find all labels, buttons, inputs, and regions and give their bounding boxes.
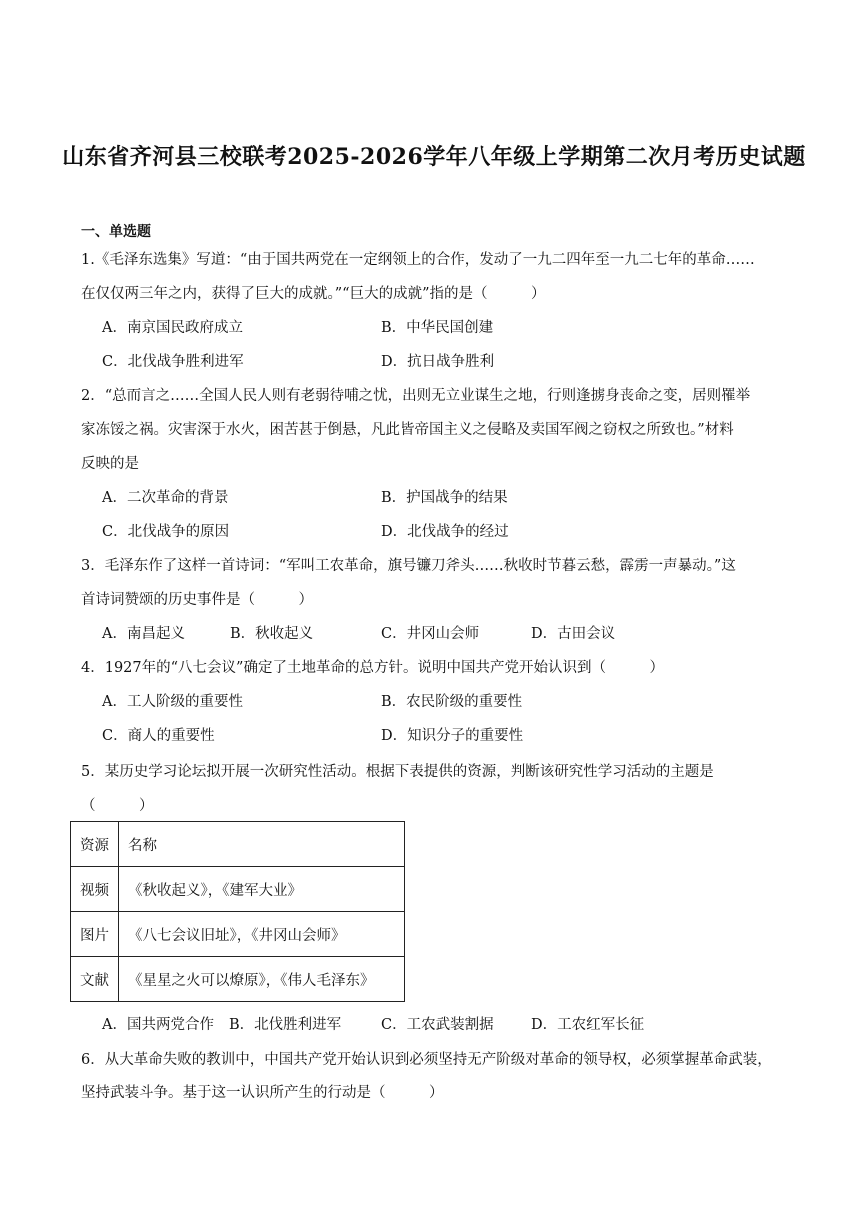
question-4-option-d: D．知识分子的重要性	[381, 728, 524, 744]
question-5-option-a: A．国共两党合作	[102, 1017, 214, 1033]
question-5-stem-line-2: （ ）	[81, 798, 154, 814]
table-row	[71, 912, 405, 957]
question-2-option-b: B．护国战争的结果	[381, 490, 508, 506]
question-2-option-a: A．二次革命的背景	[102, 490, 229, 506]
table-cell: 图片	[71, 912, 119, 957]
question-4-option-a: A．工人阶级的重要性	[102, 694, 243, 710]
question-3-option-c: C．井冈山会师	[381, 626, 480, 642]
table-cell: 文献	[71, 957, 119, 1002]
table-header-cell: 名称	[119, 822, 405, 867]
page-title: 山东省齐河县三校联考2025-2026学年八年级上学期第二次月考历史试题	[62, 144, 806, 170]
question-1-option-d: D．抗日战争胜利	[381, 354, 495, 370]
question-1-stem-line-2: 在仅仅两三年之内，获得了巨大的成就。”“巨大的成就”指的是（ ）	[81, 286, 546, 302]
question-5-option-d: D．工农红军长征	[531, 1017, 645, 1033]
question-4-option-b: B．农民阶级的重要性	[381, 694, 523, 710]
question-3-option-b: B．秋收起义	[230, 626, 314, 642]
question-2-stem-line-1: 2．“总而言之……全国人民人则有老弱待哺之忧，出则无立业谋生之地，行则逢掳身丧命之变，居则罹举	[81, 388, 751, 404]
table-row	[71, 867, 405, 912]
question-4-option-c: C．商人的重要性	[102, 728, 215, 744]
section-heading: 一、单选题	[81, 224, 151, 240]
table-cell: 《星星之火可以燎原》，《伟人毛泽东》	[119, 957, 405, 1002]
question-1-option-a: A．南京国民政府成立	[102, 320, 243, 336]
question-4-stem-line-1: 4．1927年的“八七会议”确定了土地革命的总方针。说明中国共产党开始认识到（ ）	[81, 660, 664, 676]
table-row	[71, 957, 405, 1002]
question-3-stem-line-2: 首诗词赞颂的历史事件是（ ）	[81, 592, 313, 608]
question-3-stem-line-1: 3．毛泽东作了这样一首诗词：“军叫工农革命，旗号镰刀斧头……秋收时节暮云愁，霹雳一声暴动。”这	[81, 558, 736, 574]
question-3-option-a: A．南昌起义	[102, 626, 185, 642]
question-1-option-c: C．北伐战争胜利进军	[102, 354, 244, 370]
resource-table	[70, 821, 405, 1002]
table-cell: 《秋收起义》，《建军大业》	[119, 867, 405, 912]
question-2-stem-line-3: 反映的是	[81, 456, 139, 472]
question-2-option-d: D．北伐战争的经过	[381, 524, 509, 540]
question-6-stem-line-2: 坚持武装斗争。基于这一认识所产生的行动是（ ）	[81, 1085, 444, 1101]
table-cell: 视频	[71, 867, 119, 912]
question-5-option-c: C．工农武装割据	[381, 1017, 494, 1033]
question-2-option-c: C．北伐战争的原因	[102, 524, 230, 540]
question-1-stem-line-1: 1.《毛泽东选集》写道：“由于国共两党在一定纲领上的合作，发动了一九二四年至一九二七年的革命……	[81, 252, 755, 268]
question-2-stem-line-2: 家冻馁之祸。灾害深于水火，困苦甚于倒悬，凡此皆帝国主义之侵略及卖国军阀之窃权之所致也。”材料	[81, 422, 734, 438]
question-3-option-d: D．古田会议	[531, 626, 616, 642]
question-6-stem-line-1: 6．从大革命失败的教训中，中国共产党开始认识到必须坚持无产阶级对革命的领导权，必须掌握革命武装，	[81, 1052, 772, 1068]
table-header-row	[71, 822, 405, 867]
question-5-stem-line-1: 5．某历史学习论坛拟开展一次研究性活动。根据下表提供的资源，判断该研究性学习活动的主题是	[81, 764, 714, 780]
question-1-option-b: B．中华民国创建	[381, 320, 494, 336]
table-cell: 《八七会议旧址》，《井冈山会师》	[119, 912, 405, 957]
table-header-cell: 资源	[71, 822, 119, 867]
question-5-option-b: B．北伐胜利进军	[229, 1017, 342, 1033]
